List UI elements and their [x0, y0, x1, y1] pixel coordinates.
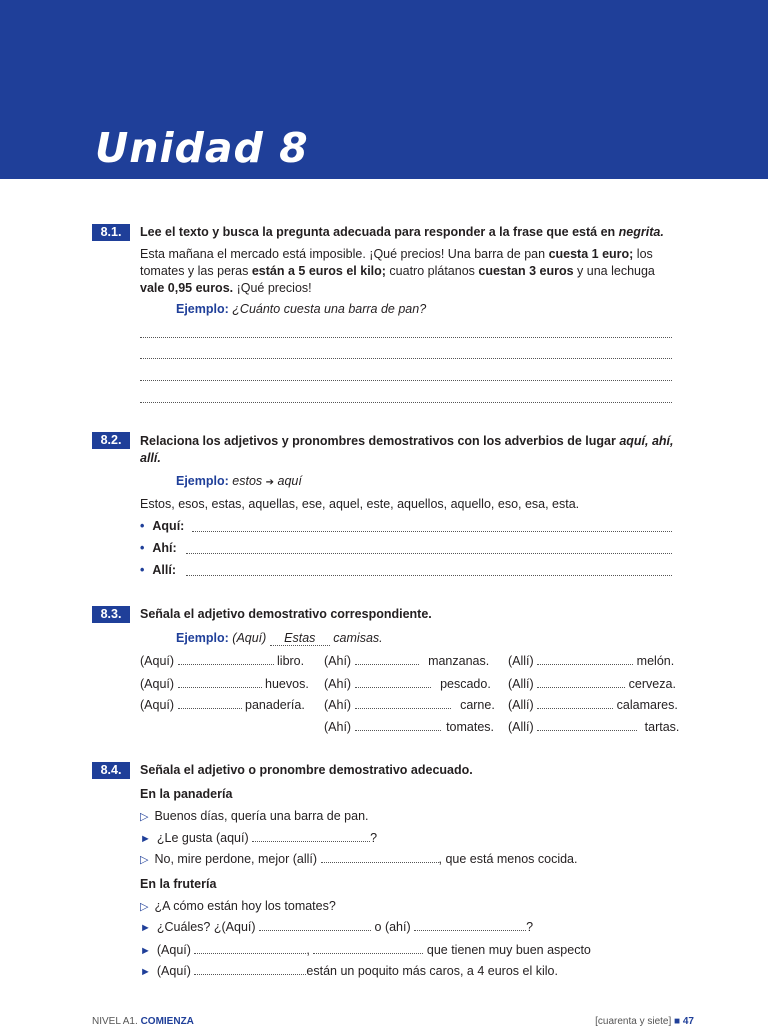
answer-blank[interactable]	[537, 664, 633, 665]
hollow-triangle-icon: ▷	[140, 854, 149, 866]
dialogue-line: ► (Aquí) están un poquito más caros, a 4 euros el kilo.	[140, 964, 558, 978]
answer-line[interactable]	[140, 380, 672, 381]
exercise-8-2-instruction: Relaciona los adjetivos y pronombres demostrativos con los adverbios de lugar aquí, ahí, allí.	[140, 434, 674, 465]
solid-triangle-icon: ►	[140, 945, 151, 957]
exercise-8-2-example: Ejemplo: estos ➔ aquí	[176, 474, 302, 488]
exercise-8-1-instruction: Lee el texto y busca la pregunta adecuada para responder a la frase que está en negrita.	[140, 225, 664, 239]
table-row: (Aquí) huevos.	[140, 677, 309, 691]
arrow-right-icon: ➔	[265, 477, 275, 488]
dialogue-line: ► ¿Cuáles? ¿(Aquí) o (ahí) ?	[140, 920, 534, 934]
answer-blank[interactable]	[321, 862, 439, 863]
dialogue-line: ▷ Buenos días, quería una barra de pan.	[140, 809, 369, 823]
table-row: (Aquí) panadería.	[140, 698, 305, 712]
answer-blank[interactable]	[178, 708, 242, 709]
bullet-icon: •	[140, 519, 145, 533]
answer-blank[interactable]	[355, 687, 431, 688]
section-heading: En la panadería	[140, 787, 233, 801]
answer-blank[interactable]	[355, 730, 441, 731]
dialogue-line: ▷ No, mire perdone, mejor (allí) , que está menos cocida.	[140, 852, 578, 866]
bullet-icon: •	[140, 541, 145, 555]
answer-blank[interactable]	[355, 708, 451, 709]
footer-page: [cuarenta y siete] ■ 47	[595, 1016, 694, 1027]
answer-line[interactable]	[186, 575, 672, 576]
answer-blank[interactable]	[259, 930, 371, 931]
answer-blank[interactable]	[194, 953, 306, 954]
table-row: (Allí) cerveza.	[508, 677, 676, 691]
answer-line[interactable]	[186, 553, 672, 554]
solid-triangle-icon: ►	[140, 922, 151, 934]
exercise-8-3-instruction: Señala el adjetivo demostrativo correspondiente.	[140, 607, 432, 621]
answer-blank[interactable]	[355, 664, 419, 665]
bullet-icon: •	[140, 563, 145, 577]
page-number: 47	[682, 1016, 694, 1027]
answer-blank[interactable]	[537, 708, 613, 709]
answer-blank[interactable]	[178, 687, 262, 688]
answer-blank[interactable]	[313, 953, 423, 954]
exercise-8-4-instruction: Señala el adjetivo o pronombre demostrativo adecuado.	[140, 763, 473, 777]
table-row: (Ahí) tomates.	[324, 720, 494, 734]
section-heading: En la frutería	[140, 877, 217, 891]
table-row: (Allí) calamares.	[508, 698, 678, 712]
exercise-8-3-example: Ejemplo: (Aquí) Estas camisas.	[176, 631, 383, 645]
list-item: • Ahí:	[140, 541, 177, 555]
table-row: (Ahí) manzanas.	[324, 654, 490, 668]
exercise-8-1-text: Esta mañana el mercado está imposible. ¡Qué precios! Una barra de pan cuesta 1 euro; los tomates y las peras están a 5 euros el kilo; cuatro plátanos cuestan 3 euros y una lechuga vale 0,95 euros. ¡Qué precios!	[140, 247, 655, 295]
solid-triangle-icon: ►	[140, 833, 151, 845]
answer-line[interactable]	[140, 402, 672, 403]
answer-blank[interactable]	[537, 687, 625, 688]
exercise-number-8-4: 8.4.	[92, 762, 130, 779]
dialogue-line: ► ¿Le gusta (aquí) ?	[140, 831, 378, 845]
table-row: (Aquí) libro.	[140, 654, 305, 668]
footer-level: NIVEL A1. COMIENZA	[92, 1016, 194, 1027]
exercise-8-2-word-list: Estos, esos, estas, aquellas, ese, aquel, este, aquellos, aquello, eso, esa, esta.	[140, 497, 580, 511]
answer-blank[interactable]	[194, 974, 306, 975]
table-row: (Allí) melón.	[508, 654, 675, 668]
answer-line[interactable]	[192, 531, 672, 532]
header-banner	[0, 0, 768, 179]
exercise-8-1-example: Ejemplo: ¿Cuánto cuesta una barra de pan?	[176, 302, 427, 316]
exercise-number-8-1: 8.1.	[92, 224, 130, 241]
hollow-triangle-icon: ▷	[140, 811, 149, 823]
list-item: • Allí:	[140, 563, 176, 577]
answer-blank[interactable]	[537, 730, 637, 731]
unit-title: Unidad 8	[95, 124, 309, 172]
table-row: (Ahí) pescado.	[324, 677, 491, 691]
dialogue-line: ► (Aquí) , que tienen muy buen aspecto	[140, 943, 591, 957]
exercise-number-8-2: 8.2.	[92, 432, 130, 449]
dialogue-line: ▷ ¿A cómo están hoy los tomates?	[140, 899, 336, 913]
answer-blank[interactable]	[414, 930, 526, 931]
answer-blank[interactable]	[178, 664, 274, 665]
answer-blank[interactable]	[252, 841, 370, 842]
list-item: • Aquí:	[140, 519, 185, 533]
exercise-number-8-3: 8.3.	[92, 606, 130, 623]
answer-line[interactable]	[140, 337, 672, 338]
table-row: (Ahí) carne.	[324, 698, 495, 712]
hollow-triangle-icon: ▷	[140, 901, 149, 913]
solid-triangle-icon: ►	[140, 966, 151, 978]
square-icon: ■	[674, 1016, 681, 1027]
answer-line[interactable]	[140, 358, 672, 359]
table-row: (Allí) tartas.	[508, 720, 680, 734]
